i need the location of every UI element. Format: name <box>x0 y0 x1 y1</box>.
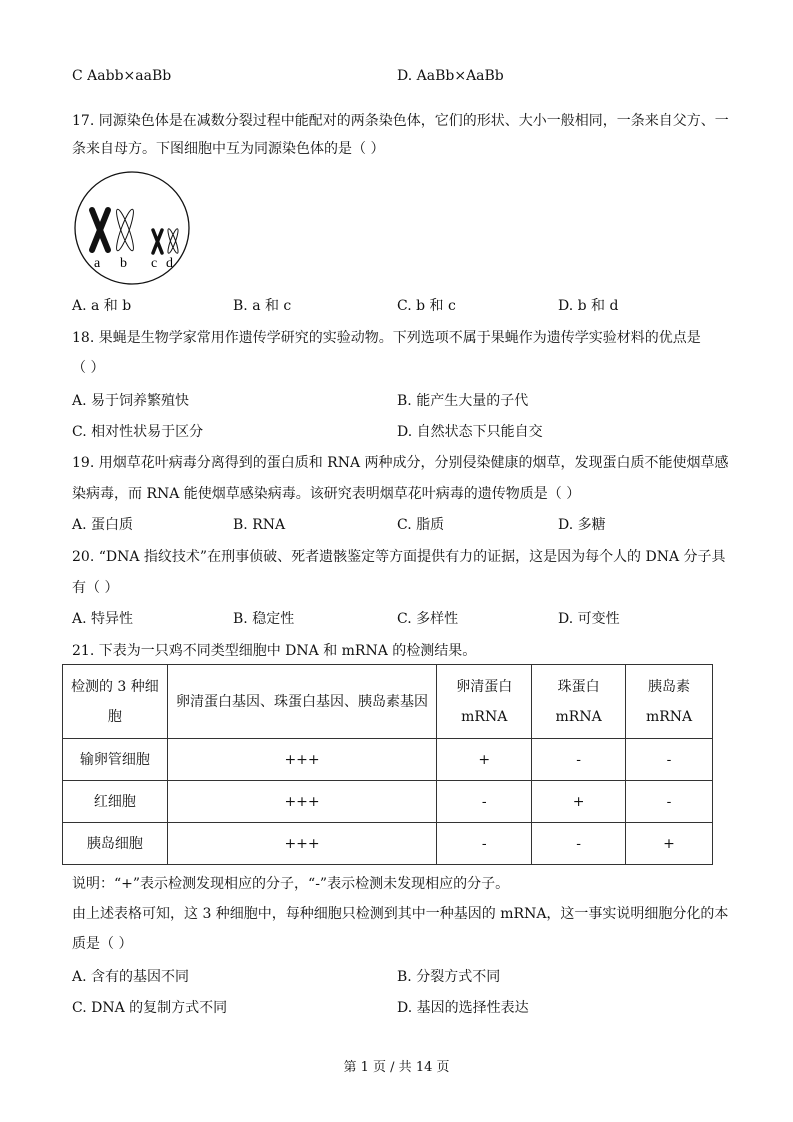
q20-stem-line1: 20. “DNA 指纹技术”在刑事侦破、死者遗骸鉴定等方面提供有力的证据，这是因为每个人的 DNA 分子具 <box>72 549 726 565</box>
label-a: a <box>94 256 101 271</box>
q20-option-a: A. 特异性 <box>72 611 134 627</box>
header-text: 胰岛素 <box>648 678 691 695</box>
q21-option-c: C. DNA 的复制方式不同 <box>72 1000 228 1016</box>
chromosome-b <box>114 208 137 252</box>
label-c: c <box>151 256 158 271</box>
q17-option-a: A. a 和 b <box>72 298 132 314</box>
header-cell <box>63 665 168 739</box>
q21-option-d: D. 基因的选择性表达 <box>397 1000 529 1016</box>
table-cell: +++ <box>167 823 436 865</box>
q18-option-b: B. 能产生大量的子代 <box>397 393 529 409</box>
header-text: 珠蛋白 <box>557 678 600 695</box>
q21-note: 说明：“+”表示检测发现相应的分子，“-”表示检测未发现相应的分子。 <box>72 876 510 892</box>
table-row <box>63 823 713 865</box>
table-cell: - <box>437 823 532 865</box>
table-cell: 红细胞 <box>63 781 168 823</box>
q20-stem-line2: 有（ ） <box>72 580 119 596</box>
q19-stem-line1: 19. 用烟草花叶病毒分离得到的蛋白质和 RNA 两种成分，分别侵染健康的烟草，发现蛋白质不能使烟草感 <box>72 455 729 471</box>
table-row <box>63 781 713 823</box>
q19-option-d: D. 多糖 <box>558 517 606 533</box>
chromosome-c <box>153 230 162 253</box>
header-text: 胞 <box>107 708 122 725</box>
q21-stem-line2: 由上述表格可知，这 3 种细胞中，每种细胞只检测到其中一种基因的 mRNA，这一事实说明细胞分化的本 <box>72 906 729 922</box>
q18-option-d: D. 自然状态下只能自交 <box>397 424 543 440</box>
table-cell: + <box>626 823 713 865</box>
header-cell <box>532 665 626 739</box>
label-b: b <box>120 256 127 271</box>
q18-option-c: C. 相对性状易于区分 <box>72 424 204 440</box>
table-cell: - <box>626 739 713 781</box>
q21-stem-line1: 21. 下表为一只鸡不同类型细胞中 DNA 和 mRNA 的检测结果。 <box>72 643 477 659</box>
detection-table <box>62 664 713 865</box>
table-cell: +++ <box>167 781 436 823</box>
header-text: mRNA <box>645 708 693 725</box>
q20-option-d: D. 可变性 <box>558 611 620 627</box>
table-cell: - <box>437 781 532 823</box>
q21-option-b: B. 分裂方式不同 <box>397 969 501 985</box>
header-text: 卵清蛋白 <box>456 678 513 695</box>
chromosome-d <box>166 228 180 254</box>
table-cell: 胰岛细胞 <box>63 823 168 865</box>
q21-stem-line3: 质是（ ） <box>72 936 133 952</box>
q17-stem-line2: 条来自母方。下图细胞中互为同源染色体的是（ ） <box>72 141 385 157</box>
q16-option-d: D. AaBb×AaBb <box>397 68 504 84</box>
label-d: d <box>166 256 173 271</box>
q17-stem-line1: 17. 同源染色体是在减数分裂过程中能配对的两条染色体，它们的形状、大小一般相同，一条来自父方、一 <box>72 113 729 129</box>
q16-option-c: C Aabb×aaBb <box>72 68 172 84</box>
q20-option-c: C. 多样性 <box>397 611 459 627</box>
table-header-row <box>63 665 713 739</box>
table-row <box>63 739 713 781</box>
header-text: mRNA <box>555 708 602 725</box>
q19-option-a: A. 蛋白质 <box>72 517 134 533</box>
chromosome-cell-figure <box>72 170 194 288</box>
header-text: 检测的 3 种细 <box>70 678 159 695</box>
table-cell: 输卵管细胞 <box>63 739 168 781</box>
header-cell <box>437 665 532 739</box>
header-text: mRNA <box>461 708 508 725</box>
table-cell: + <box>532 781 626 823</box>
q19-stem-line2: 染病毒，而 RNA 能使烟草感染病毒。该研究表明烟草花叶病毒的遗传物质是（ ） <box>72 486 581 502</box>
table-cell: + <box>437 739 532 781</box>
page-footer: 第 1 页 / 共 14 页 <box>343 1060 450 1075</box>
q21-option-a: A. 含有的基因不同 <box>72 969 190 985</box>
chromosome-a <box>92 210 108 250</box>
q19-option-c: C. 脂质 <box>397 517 445 533</box>
header-cell <box>167 665 436 739</box>
q18-stem-line2: （ ） <box>72 360 105 376</box>
q19-option-b: B. RNA <box>233 517 286 533</box>
table-cell: +++ <box>167 739 436 781</box>
table-cell: - <box>626 781 713 823</box>
header-cell <box>626 665 713 739</box>
q17-option-c: C. b 和 c <box>397 298 456 314</box>
q18-stem-line1: 18. 果蝇是生物学家常用作遗传学研究的实验动物。下列选项不属于果蝇作为遗传学实验材料的优点是 <box>72 330 701 346</box>
table-cell: - <box>532 823 626 865</box>
q18-option-a: A. 易于饲养繁殖快 <box>72 393 190 409</box>
q20-option-b: B. 稳定性 <box>233 611 295 627</box>
table-cell: - <box>532 739 626 781</box>
q17-option-b: B. a 和 c <box>233 298 292 314</box>
header-text: 卵清蛋白基因、珠蛋白基因、胰岛素基因 <box>176 693 429 710</box>
q17-option-d: D. b 和 d <box>558 298 619 314</box>
